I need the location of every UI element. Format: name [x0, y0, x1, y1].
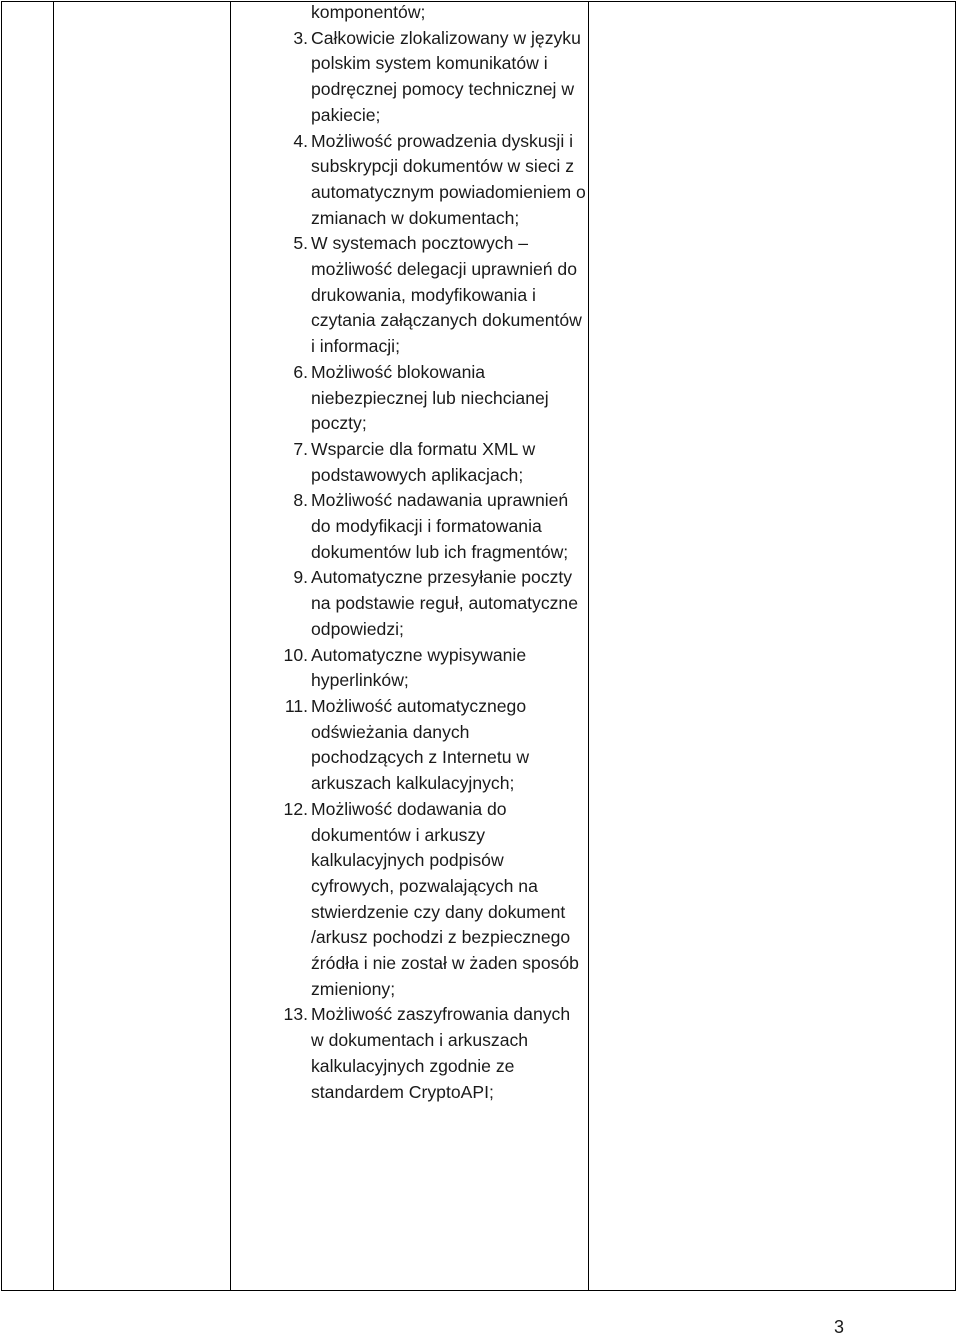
list-item-text: Całkowicie zlokalizowany w języku polskim system komunikatów i podręcznej pomocy technicznej w pakiecie; [311, 27, 581, 125]
list-item [293, 231, 586, 360]
table-cell-offer [589, 2, 956, 1291]
list-item-number: 7. [293, 438, 308, 459]
list-item-number: 4. [293, 130, 308, 151]
list-item-number: 11. [284, 695, 308, 716]
list-item-text: Możliwość nadawania uprawnień do modyfikacji i formatowania dokumentów lub ich fragmentów; [311, 490, 569, 562]
list-item [293, 565, 586, 642]
table-cell-name [54, 2, 231, 1291]
list-item [283, 797, 586, 1003]
list-item-text: Wsparcie dla formatu XML w podstawowych aplikacjach; [311, 438, 536, 485]
list-item-number: 5. [293, 233, 308, 254]
list-item-number: 10. [283, 644, 308, 665]
specification-table [1, 1, 956, 1291]
list-item-number: 9. [293, 567, 308, 588]
list-item [293, 129, 586, 232]
list-item [284, 694, 586, 797]
list-item-text: komponentów; [311, 2, 426, 22]
list-item [293, 360, 586, 437]
list-item-text: Możliwość zaszyfrowania danych w dokumentach i arkuszach kalkulacyjnych zgodnie ze standardem CryptoAPI; [311, 1004, 571, 1102]
list-item [293, 488, 586, 565]
list-item-number: 3. [293, 27, 308, 48]
page-number: 3 [834, 1317, 845, 1337]
list-item [283, 643, 586, 694]
list-item-number: 13. [283, 1004, 308, 1025]
list-item-number: 8. [293, 490, 308, 511]
table-cell-requirements [231, 2, 589, 1291]
list-item [283, 1002, 586, 1105]
list-item-text: Możliwość automatycznego odświeżania danych pochodzących z Internetu w arkuszach kalkulacyjnych; [311, 695, 530, 794]
list-item-text: Automatyczne przesyłanie poczty na podstawie reguł, automatyczne odpowiedzi; [311, 567, 578, 639]
table-row [2, 2, 956, 1291]
table-cell-index [2, 2, 54, 1291]
list-item-text: Automatyczne wypisywanie hyperlinków; [311, 644, 527, 691]
list-item-number: 12. [283, 798, 308, 819]
list-item-text: Możliwość prowadzenia dyskusji i subskrypcji dokumentów w sieci z automatycznym powiadomieniem o zmianach w dokumentach; [311, 130, 586, 228]
list-item [311, 0, 586, 26]
list-item-text: W systemach pocztowych – możliwość delegacji uprawnień do drukowania, modyfikowania i czytania załączanych dokumentów i informacji; [311, 233, 582, 357]
list-item-number: 6. [293, 361, 308, 382]
list-item [293, 437, 586, 488]
requirements-list [283, 0, 586, 1105]
list-item-text: Możliwość blokowania niebezpiecznej lub niechcianej poczty; [311, 361, 549, 434]
list-item-text: Możliwość dodawania do dokumentów i arkuszy kalkulacyjnych podpisów cyfrowych, pozwalających na stwierdzenie czy dany dokument /arkusz pochodzi z bezpiecznego źródła i nie został w żaden sposób zmieniony; [311, 798, 579, 999]
list-item [293, 26, 586, 129]
